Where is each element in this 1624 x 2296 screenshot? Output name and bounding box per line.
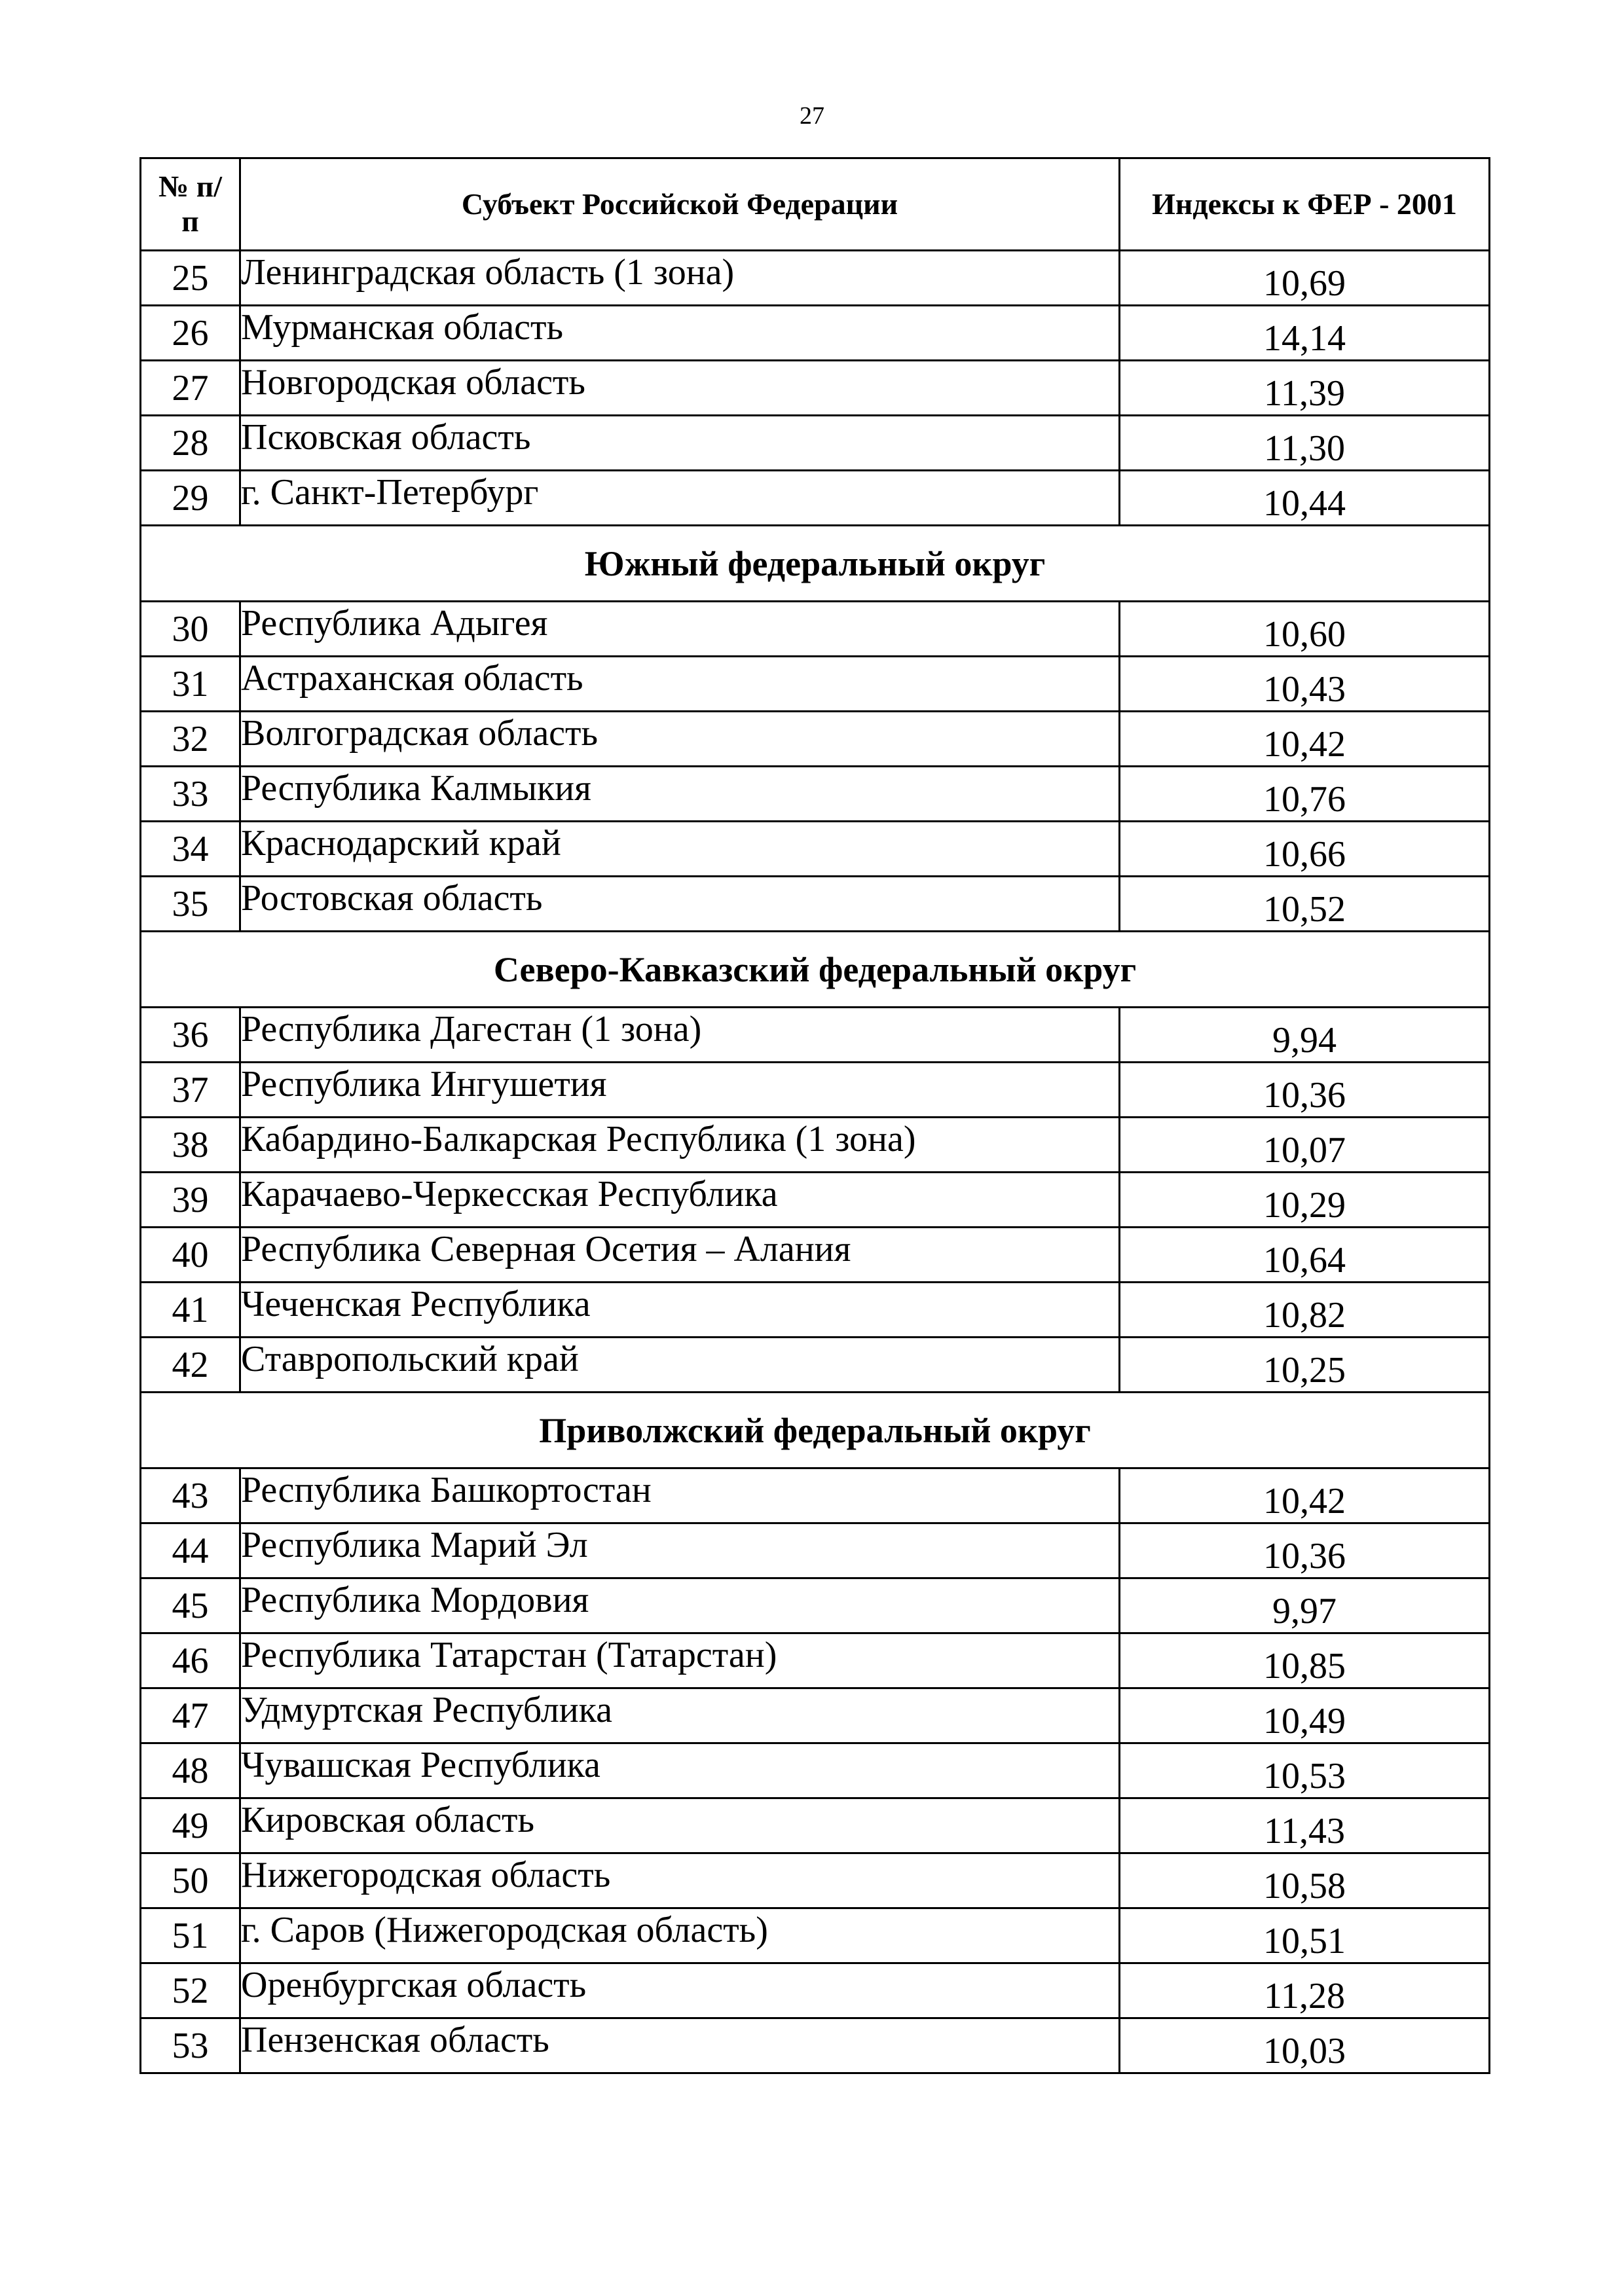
section-title: Южный федеральный округ xyxy=(141,526,1490,602)
row-number: 39 xyxy=(141,1173,240,1228)
index-value: 14,14 xyxy=(1120,306,1490,361)
row-number: 45 xyxy=(141,1578,240,1633)
row-number: 31 xyxy=(141,657,240,712)
header-subject: Субъект Российской Федерации xyxy=(240,158,1120,251)
index-value: 10,49 xyxy=(1120,1688,1490,1743)
subject-name: Новгородская область xyxy=(240,361,1120,416)
section-header-row xyxy=(141,932,1490,1008)
subject-name: Нижегородская область xyxy=(240,1853,1120,1908)
index-value: 10,66 xyxy=(1120,822,1490,877)
subject-name: Республика Мордовия xyxy=(240,1578,1120,1633)
table-body xyxy=(141,251,1490,2073)
subject-name: Республика Башкортостан xyxy=(240,1468,1120,1523)
row-number: 29 xyxy=(141,471,240,526)
table-row xyxy=(141,1063,1490,1118)
subject-name: Краснодарский край xyxy=(240,822,1120,877)
row-number: 42 xyxy=(141,1338,240,1393)
row-number: 25 xyxy=(141,251,240,306)
row-number: 26 xyxy=(141,306,240,361)
subject-name: Республика Татарстан (Татарстан) xyxy=(240,1633,1120,1688)
subject-name: Удмуртская Республика xyxy=(240,1688,1120,1743)
index-value: 9,97 xyxy=(1120,1578,1490,1633)
index-value: 10,07 xyxy=(1120,1118,1490,1173)
row-number: 32 xyxy=(141,712,240,767)
row-number: 46 xyxy=(141,1633,240,1688)
index-value: 10,42 xyxy=(1120,1468,1490,1523)
index-value: 10,85 xyxy=(1120,1633,1490,1688)
index-value: 10,51 xyxy=(1120,1908,1490,1963)
table-row xyxy=(141,1798,1490,1853)
table-row xyxy=(141,1523,1490,1578)
subject-name: Ленинградская область (1 зона) xyxy=(240,251,1120,306)
subject-name: Чеченская Республика xyxy=(240,1283,1120,1338)
regional-index-table xyxy=(139,157,1490,2074)
row-number: 33 xyxy=(141,767,240,822)
index-value: 10,03 xyxy=(1120,2018,1490,2073)
row-number: 53 xyxy=(141,2018,240,2073)
table-row xyxy=(141,471,1490,526)
index-value: 11,30 xyxy=(1120,416,1490,471)
row-number: 44 xyxy=(141,1523,240,1578)
table-row xyxy=(141,2018,1490,2073)
row-number: 40 xyxy=(141,1228,240,1283)
subject-name: Карачаево-Черкесская Республика xyxy=(240,1173,1120,1228)
header-index: Индексы к ФЕР - 2001 xyxy=(1120,158,1490,251)
index-value: 10,53 xyxy=(1120,1743,1490,1798)
row-number: 50 xyxy=(141,1853,240,1908)
index-value: 10,44 xyxy=(1120,471,1490,526)
subject-name: Республика Адыгея xyxy=(240,602,1120,657)
table-row xyxy=(141,712,1490,767)
row-number: 27 xyxy=(141,361,240,416)
table-row xyxy=(141,1468,1490,1523)
row-number: 47 xyxy=(141,1688,240,1743)
section-title: Северо-Кавказский федеральный округ xyxy=(141,932,1490,1008)
subject-name: Чувашская Республика xyxy=(240,1743,1120,1798)
index-value: 10,82 xyxy=(1120,1283,1490,1338)
table-row xyxy=(141,1338,1490,1393)
subject-name: Республика Марий Эл xyxy=(240,1523,1120,1578)
table-row xyxy=(141,1633,1490,1688)
row-number: 51 xyxy=(141,1908,240,1963)
subject-name: Мурманская область xyxy=(240,306,1120,361)
table-row xyxy=(141,822,1490,877)
index-value: 9,94 xyxy=(1120,1008,1490,1063)
index-value: 10,43 xyxy=(1120,657,1490,712)
table-row xyxy=(141,767,1490,822)
index-value: 10,36 xyxy=(1120,1523,1490,1578)
row-number: 38 xyxy=(141,1118,240,1173)
subject-name: Кировская область xyxy=(240,1798,1120,1853)
index-value: 10,69 xyxy=(1120,251,1490,306)
subject-name: Псковская область xyxy=(240,416,1120,471)
row-number: 48 xyxy=(141,1743,240,1798)
index-value: 11,39 xyxy=(1120,361,1490,416)
index-value: 10,52 xyxy=(1120,877,1490,932)
index-value: 11,43 xyxy=(1120,1798,1490,1853)
subject-name: Волгоградская область xyxy=(240,712,1120,767)
row-number: 37 xyxy=(141,1063,240,1118)
table-row xyxy=(141,1743,1490,1798)
subject-name: Пензенская область xyxy=(240,2018,1120,2073)
index-value: 10,42 xyxy=(1120,712,1490,767)
row-number: 49 xyxy=(141,1798,240,1853)
subject-name: Республика Ингушетия xyxy=(240,1063,1120,1118)
subject-name: Республика Дагестан (1 зона) xyxy=(240,1008,1120,1063)
table-row xyxy=(141,1008,1490,1063)
row-number: 36 xyxy=(141,1008,240,1063)
section-header-row xyxy=(141,1393,1490,1468)
table-row xyxy=(141,1578,1490,1633)
table-row xyxy=(141,361,1490,416)
subject-name: Ростовская область xyxy=(240,877,1120,932)
index-value: 10,60 xyxy=(1120,602,1490,657)
table-row xyxy=(141,416,1490,471)
subject-name: г. Санкт-Петербург xyxy=(240,471,1120,526)
table-row xyxy=(141,1908,1490,1963)
table-row xyxy=(141,1853,1490,1908)
index-value: 10,64 xyxy=(1120,1228,1490,1283)
row-number: 28 xyxy=(141,416,240,471)
subject-name: Оренбургская область xyxy=(240,1963,1120,2018)
index-value: 10,29 xyxy=(1120,1173,1490,1228)
table-row xyxy=(141,1173,1490,1228)
table-row xyxy=(141,657,1490,712)
table-row xyxy=(141,306,1490,361)
index-value: 10,58 xyxy=(1120,1853,1490,1908)
table-row xyxy=(141,1688,1490,1743)
subject-name: Кабардино-Балкарская Республика (1 зона) xyxy=(240,1118,1120,1173)
subject-name: Астраханская область xyxy=(240,657,1120,712)
page-number: 27 xyxy=(800,102,824,130)
table-header xyxy=(141,158,1490,251)
table-row xyxy=(141,251,1490,306)
subject-name: Ставропольский край xyxy=(240,1338,1120,1393)
table-row xyxy=(141,1283,1490,1338)
subject-name: Республика Северная Осетия – Алания xyxy=(240,1228,1120,1283)
index-value: 10,25 xyxy=(1120,1338,1490,1393)
index-value: 10,76 xyxy=(1120,767,1490,822)
row-number: 34 xyxy=(141,822,240,877)
index-value: 11,28 xyxy=(1120,1963,1490,2018)
row-number: 35 xyxy=(141,877,240,932)
row-number: 52 xyxy=(141,1963,240,2018)
header-row xyxy=(141,158,1490,251)
section-title: Приволжский федеральный округ xyxy=(141,1393,1490,1468)
table-row xyxy=(141,1963,1490,2018)
section-header-row xyxy=(141,526,1490,602)
table-row xyxy=(141,1118,1490,1173)
subject-name: г. Саров (Нижегородская область) xyxy=(240,1908,1120,1963)
row-number: 41 xyxy=(141,1283,240,1338)
subject-name: Республика Калмыкия xyxy=(240,767,1120,822)
table-row xyxy=(141,602,1490,657)
header-num: № п/п xyxy=(141,158,240,251)
table-row xyxy=(141,877,1490,932)
table-row xyxy=(141,1228,1490,1283)
row-number: 43 xyxy=(141,1468,240,1523)
row-number: 30 xyxy=(141,602,240,657)
index-value: 10,36 xyxy=(1120,1063,1490,1118)
